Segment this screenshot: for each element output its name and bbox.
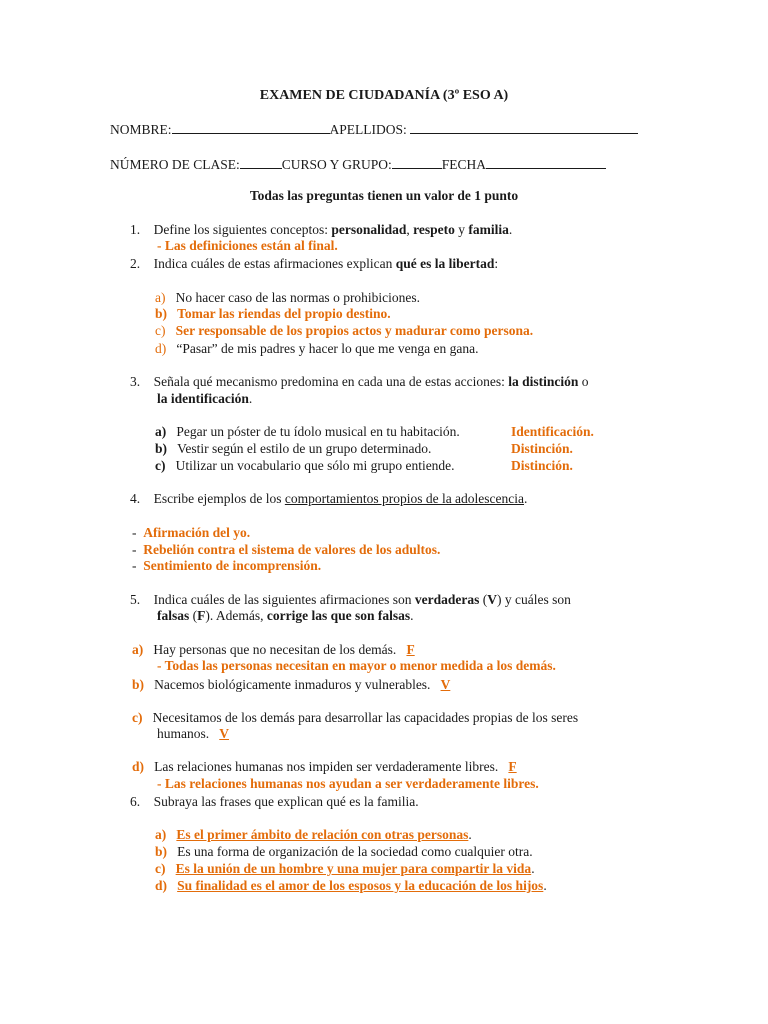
q5-item-letter: c) xyxy=(132,710,143,725)
q2-option-letter: c) xyxy=(155,323,166,338)
q4-answer-1 xyxy=(132,524,250,541)
q4-prefix: Escribe ejemplos de los xyxy=(153,491,285,506)
q3-text-line1 xyxy=(130,373,589,390)
q6-item-b xyxy=(155,843,533,860)
q3-keyword-distincion: la distinción xyxy=(508,374,579,389)
q6-item-text: Es una forma de organización de la sociedad como cualquier otra. xyxy=(177,844,533,859)
q3-keyword-identificacion: la identificación xyxy=(157,391,249,406)
q5-item-c-line2 xyxy=(157,725,229,742)
q3-item-b xyxy=(155,440,431,457)
curso-grupo-blank[interactable] xyxy=(392,155,442,169)
q1-end: . xyxy=(508,222,513,237)
q5-keyword-falsas: falsas xyxy=(157,608,190,623)
q5-line2-end: . xyxy=(410,608,414,623)
q5-item-b-mark: V xyxy=(440,677,451,692)
nombre-label: NOMBRE: xyxy=(110,122,172,137)
q2-keyword: qué es la libertad xyxy=(395,256,495,271)
nombre-blank[interactable] xyxy=(172,120,330,134)
q5-item-text: Las relaciones humanas nos impiden ser verdaderamente libres. xyxy=(154,759,499,774)
q5-item-a-mark: F xyxy=(406,642,415,657)
numero-clase-blank[interactable] xyxy=(240,155,282,169)
apellidos-blank[interactable] xyxy=(410,120,638,134)
q1-keyword-respeto: respeto xyxy=(413,222,455,237)
q4-answer-text: Sentimiento de incomprensión. xyxy=(143,558,322,573)
q5-item-letter: a) xyxy=(132,642,144,657)
q4-end: . xyxy=(524,491,528,506)
q4-dash: - xyxy=(132,542,137,557)
q3-item-letter: b) xyxy=(155,441,168,456)
q4-number: 4. xyxy=(130,491,141,506)
q2-option-text-answer: Ser responsable de los propios actos y madurar como persona. xyxy=(175,323,534,338)
q1-keyword-personalidad: personalidad xyxy=(331,222,407,237)
score-note: Todas las preguntas tienen un valor de 1 punto xyxy=(249,188,519,203)
q2-option-a xyxy=(155,289,420,306)
q6-item-letter: b) xyxy=(155,844,168,859)
q4-underlined-phrase: comportamientos propios de la adolescencia xyxy=(284,491,525,506)
q5-line1-end: ) y cuáles son xyxy=(497,592,571,607)
q3-item-a-answer: Identificación. xyxy=(511,424,594,439)
q1-answer: - Las definiciones están al final. xyxy=(157,238,338,253)
q6-item-letter: d) xyxy=(155,878,168,893)
q2-prefix: Indica cuáles de estas afirmaciones explican xyxy=(153,256,396,271)
q3-item-a xyxy=(155,423,460,440)
q2-text xyxy=(130,255,498,272)
q3-item-b-answer: Distinción. xyxy=(511,441,573,456)
apellidos-label: APELLIDOS: xyxy=(329,122,407,137)
q2-option-c xyxy=(155,322,533,339)
q6-prompt: Subraya las frases que explican qué es la familia. xyxy=(153,794,419,809)
q6-item-end: . xyxy=(543,878,547,893)
q6-item-d xyxy=(155,877,547,894)
q3-item-text: Vestir según el estilo de un grupo determinado. xyxy=(177,441,432,456)
q4-answer-text: Rebelión contra el sistema de valores de los adultos. xyxy=(143,542,441,557)
q5-paren: ( xyxy=(189,608,198,623)
q5-item-text: Hay personas que no necesitan de los demás. xyxy=(153,642,397,657)
q4-text xyxy=(130,490,527,507)
q5-item-d xyxy=(132,758,517,775)
q2-option-text-answer: Tomar las riendas del propio destino. xyxy=(177,306,391,321)
q1-prefix: Define los siguientes conceptos: xyxy=(153,222,332,237)
q5-item-c xyxy=(132,709,578,726)
q5-item-a xyxy=(132,641,415,658)
fecha-label: FECHA xyxy=(441,157,487,172)
q3-line2-end: . xyxy=(248,391,253,406)
q5-item-text: Nacemos biológicamente inmaduros y vulnerables. xyxy=(154,677,431,692)
q6-item-c xyxy=(155,860,535,877)
fecha-blank[interactable] xyxy=(486,155,606,169)
q4-answer-3 xyxy=(132,557,321,574)
curso-grupo-label: CURSO Y GRUPO: xyxy=(281,157,392,172)
q2-number: 2. xyxy=(130,256,141,271)
q1-separator: , xyxy=(406,222,414,237)
q2-option-b xyxy=(155,305,391,322)
q5-item-text: humanos. xyxy=(157,726,210,741)
q4-dash: - xyxy=(132,558,137,573)
q6-item-end: . xyxy=(468,827,472,842)
q4-answer-2 xyxy=(132,541,440,558)
q6-text xyxy=(130,793,419,810)
nombre-line xyxy=(110,120,638,138)
q5-text-line1 xyxy=(130,591,571,608)
q6-item-text-answer: Es la unión de un hombre y una mujer para compartir la vida xyxy=(175,861,532,876)
q3-item-text: Utilizar un vocabulario que sólo mi grupo entiende. xyxy=(175,458,455,473)
q5-keyword-verdaderas: verdaderas xyxy=(414,592,480,607)
q3-item-letter: c) xyxy=(155,458,166,473)
q5-prefix: Indica cuáles de las siguientes afirmaciones son xyxy=(153,592,415,607)
q1-separator: y xyxy=(454,222,469,237)
q3-prefix: Señala qué mecanismo predomina en cada una de estas acciones: xyxy=(153,374,509,389)
q5-item-letter: b) xyxy=(132,677,145,692)
q3-item-c xyxy=(155,457,455,474)
q2-option-d xyxy=(155,340,479,357)
q1-keyword-familia: familia xyxy=(468,222,509,237)
q6-item-a xyxy=(155,826,472,843)
q3-item-c-answer: Distinción. xyxy=(511,458,573,473)
q5-item-a-correction: - Todas las personas necesitan en mayor o menor medida a los demás. xyxy=(157,658,556,673)
q5-item-d-correction: - Las relaciones humanas nos ayudan a ser verdaderamente libres. xyxy=(157,776,539,791)
q2-end: : xyxy=(494,256,499,271)
q5-keyword-corrige: corrige las que son falsas xyxy=(266,608,411,623)
q4-answer-text: Afirmación del yo. xyxy=(143,525,251,540)
q5-item-d-mark: F xyxy=(508,759,517,774)
q6-item-letter: a) xyxy=(155,827,167,842)
q6-item-text-answer: Es el primer ámbito de relación con otras personas xyxy=(176,827,469,842)
q5-item-b xyxy=(132,676,450,693)
q5-item-text: Necesitamos de los demás para desarrollar las capacidades propias de los seres xyxy=(152,710,579,725)
numero-clase-label: NÚMERO DE CLASE: xyxy=(110,157,240,172)
q2-option-letter: b) xyxy=(155,306,168,321)
q5-paren: ( xyxy=(479,592,488,607)
q6-item-text-answer: Su finalidad es el amor de los esposos y la educación de los hijos xyxy=(177,878,544,893)
q3-item-text: Pegar un póster de tu ídolo musical en tu habitación. xyxy=(176,424,460,439)
q5-text-line2 xyxy=(157,607,414,624)
q2-option-letter: d) xyxy=(155,341,167,356)
q5-v-letter: V xyxy=(487,592,498,607)
q1-text xyxy=(130,221,512,238)
q2-option-text: “Pasar” de mis padres y hacer lo que me venga en gana. xyxy=(176,341,479,356)
q5-item-c-mark: V xyxy=(219,726,229,741)
q6-item-letter: c) xyxy=(155,861,166,876)
q2-option-letter: a) xyxy=(155,290,166,305)
q3-item-letter: a) xyxy=(155,424,167,439)
clase-line xyxy=(110,155,606,173)
q2-option-text: No hacer caso de las normas o prohibiciones. xyxy=(175,290,421,305)
q3-line1-end: o xyxy=(578,374,589,389)
q5-ademas: ). Además, xyxy=(205,608,267,623)
q4-dash: - xyxy=(132,525,137,540)
q5-f-letter: F xyxy=(197,608,206,623)
q6-item-end: . xyxy=(531,861,535,876)
exam-title: EXAMEN DE CIUDADANÍA (3º ESO A) xyxy=(259,88,509,103)
q3-text-line2 xyxy=(157,390,252,407)
q5-item-letter: d) xyxy=(132,759,145,774)
q6-number: 6. xyxy=(130,794,141,809)
q3-number: 3. xyxy=(130,374,141,389)
q1-number: 1. xyxy=(130,222,141,237)
q5-number: 5. xyxy=(130,592,141,607)
